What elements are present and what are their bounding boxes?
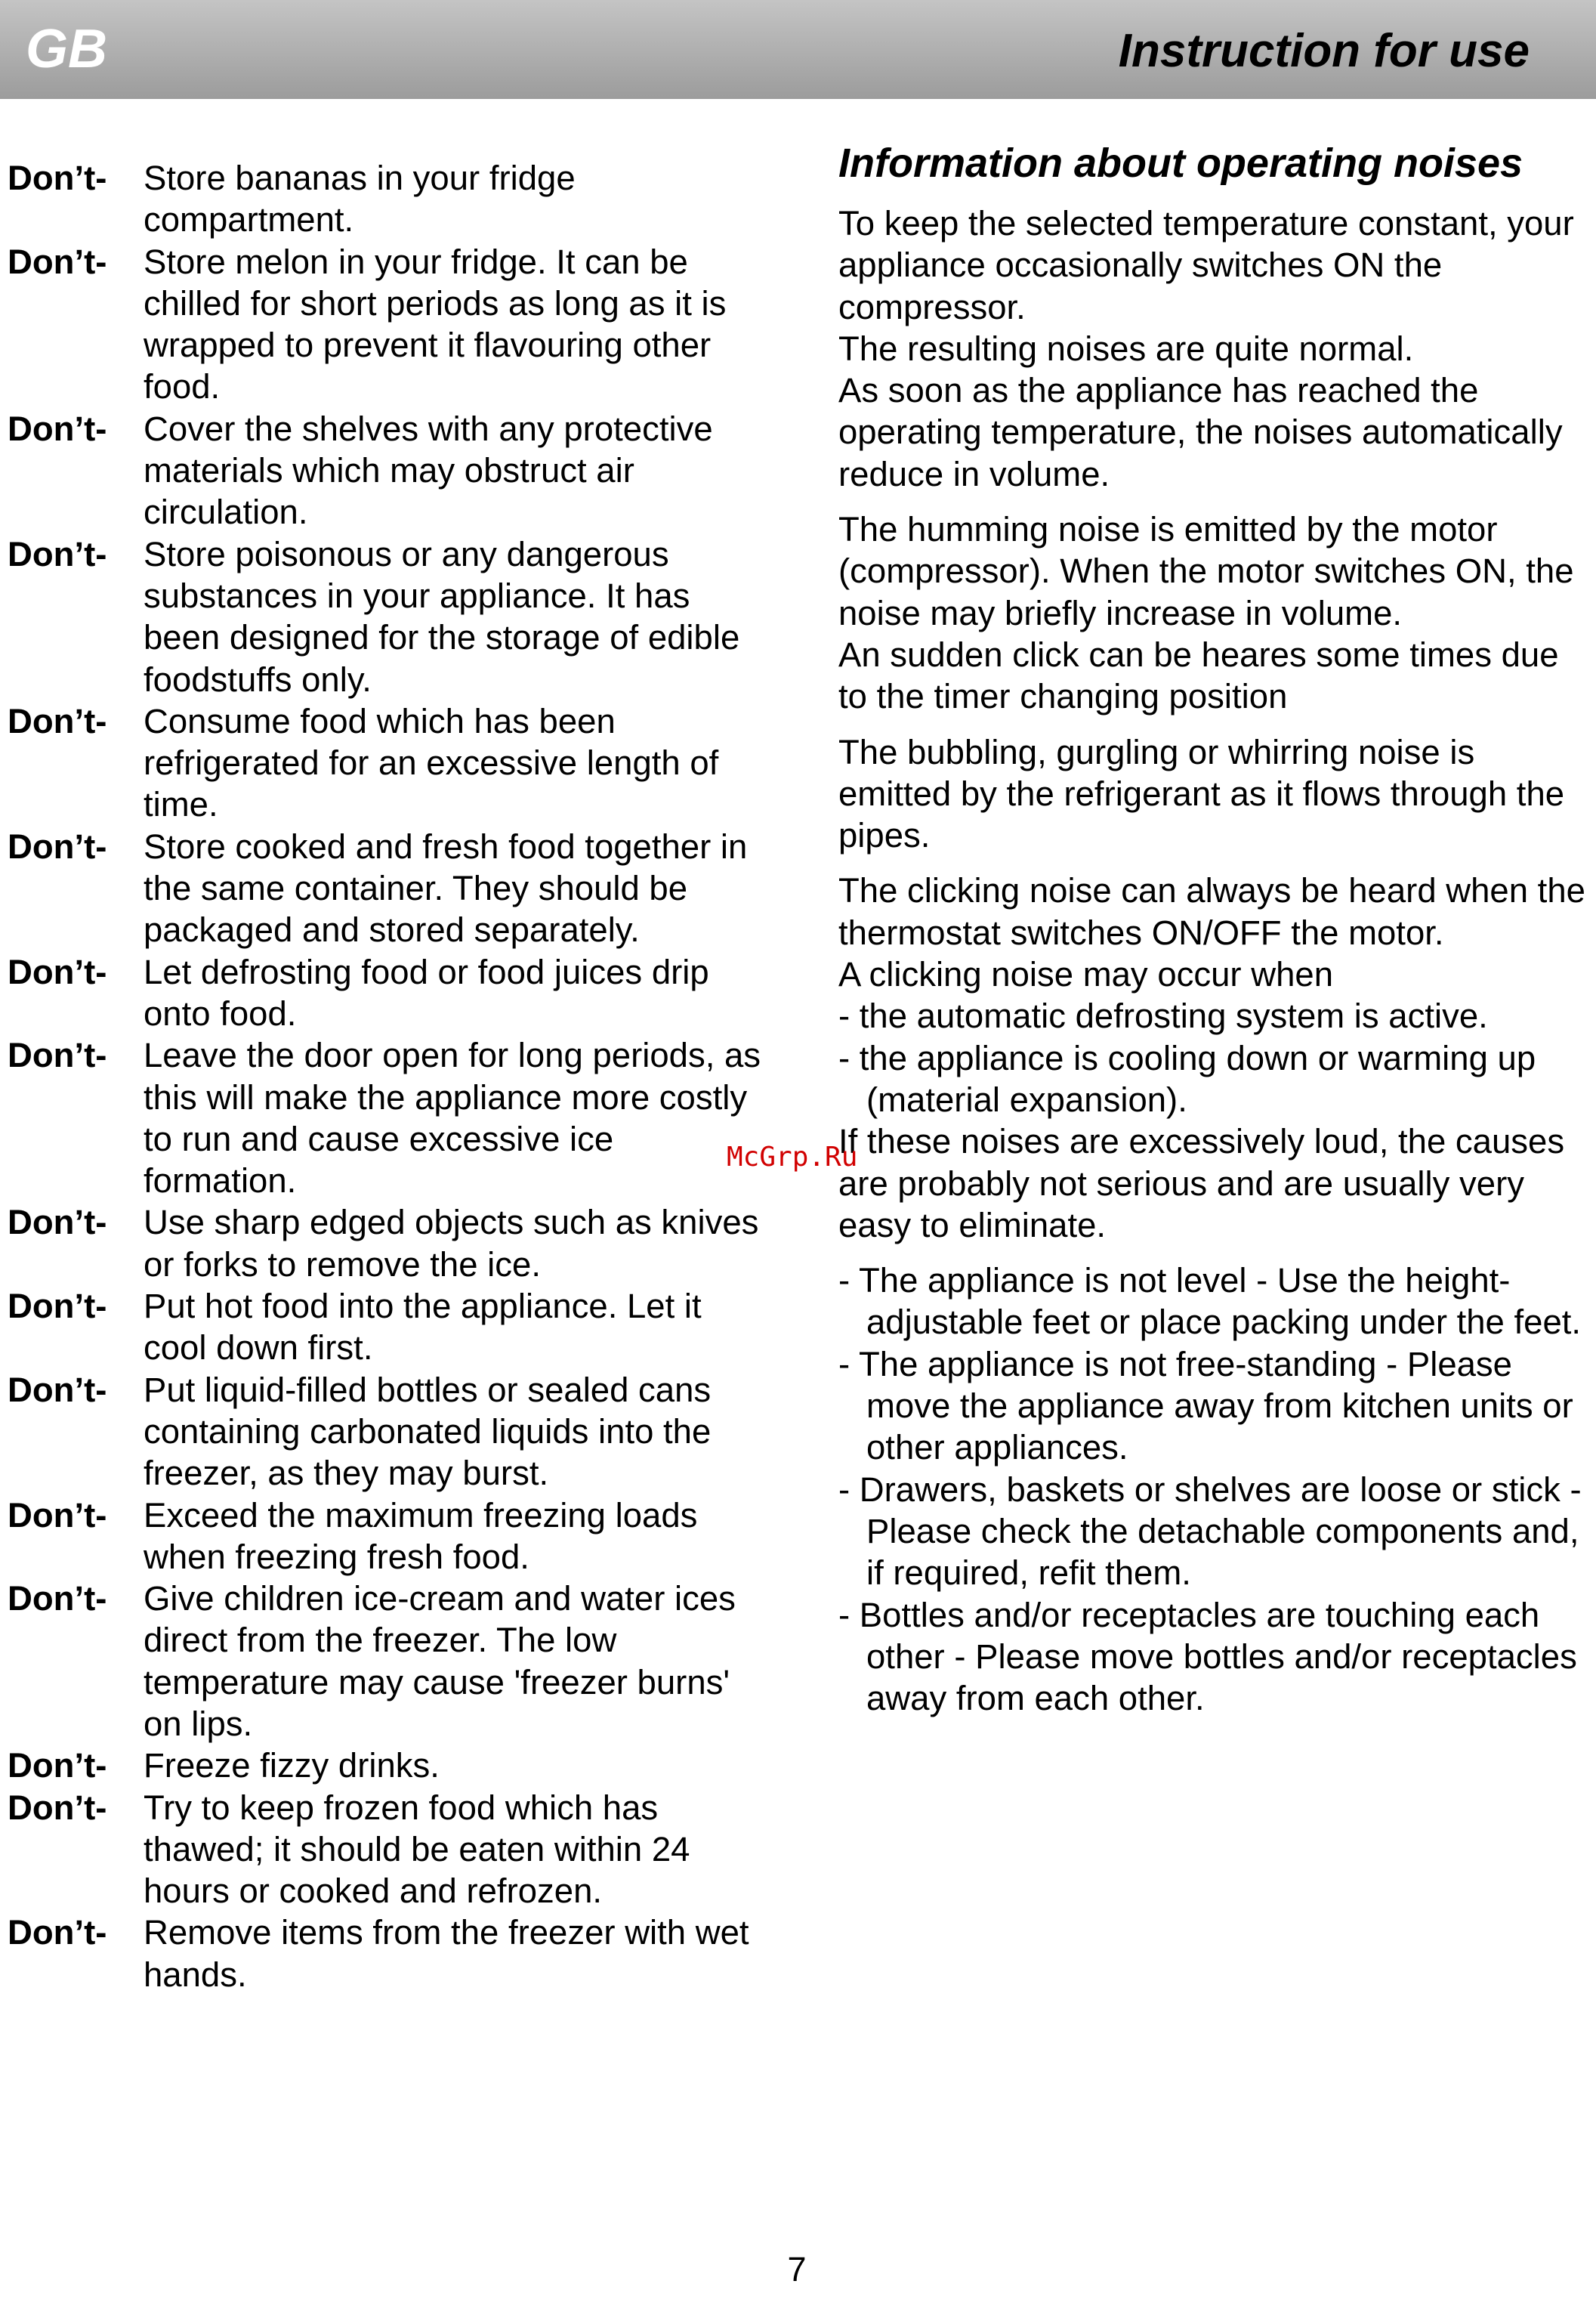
dont-text: Store cooked and fresh food together in the same container. They should be packaged and stored separately.	[144, 827, 748, 950]
dont-label: Don’t-	[8, 1370, 107, 1409]
list-item	[8, 1201, 763, 1285]
section-heading: Information about operating noises	[838, 141, 1523, 186]
dont-label: Don’t-	[8, 1579, 107, 1618]
paragraph: A clicking noise may occur when	[838, 955, 1333, 994]
list-item: - The appliance is not free-standing - Please move the appliance away from kitchen units or other appliances.	[838, 1344, 1573, 1467]
list-item	[8, 1912, 763, 1995]
page-number: 7	[787, 2250, 807, 2289]
paragraph: As soon as the appliance has reached the operating temperature, the noises automatically reduce in volume.	[838, 371, 1563, 493]
list-item: - Bottles and/or receptacles are touching each other - Please move bottles and/or receptacles away from each other.	[838, 1595, 1577, 1718]
dont-text: Use sharp edged objects such as knives or forks to remove the ice.	[144, 1203, 759, 1284]
list-item	[8, 951, 763, 1035]
paragraph: The resulting noises are quite normal.	[838, 329, 1414, 368]
dont-text: Store poisonous or any dangerous substances in your appliance. It has been designed for the storage of edible foodstuffs only.	[144, 534, 740, 699]
dont-text: Freeze fizzy drinks.	[144, 1746, 440, 1785]
dont-label: Don’t-	[8, 1036, 107, 1075]
dont-text: Cover the shelves with any protective materials which may obstruct air circulation.	[144, 409, 713, 532]
dont-text: Let defrosting food or food juices drip onto food.	[144, 952, 709, 1033]
dont-text: Store melon in your fridge. It can be chilled for short periods as long as it is wrapped to prevent it flavouring other food.	[144, 242, 727, 406]
paragraph: The clicking noise can always be heard when the thermostat switches ON/OFF the motor.	[838, 871, 1585, 952]
list-item	[8, 157, 763, 241]
list-item	[8, 533, 763, 700]
dont-text: Try to keep frozen food which has thawed; it should be eaten within 24 hours or cooked and refrozen.	[144, 1788, 690, 1911]
dont-label: Don’t-	[8, 242, 107, 281]
dont-text: Remove items from the freezer with wet hands.	[144, 1913, 749, 1994]
noises-section	[838, 138, 1594, 1719]
list-item: - the automatic defrosting system is active.	[838, 997, 1488, 1036]
dont-label: Don’t-	[8, 534, 107, 573]
dont-label: Don’t-	[8, 159, 107, 197]
dont-text: Put hot food into the appliance. Let it cool down first.	[144, 1287, 702, 1368]
page-title: Instruction for use	[1118, 25, 1530, 77]
header-bar	[0, 0, 1596, 99]
list-item	[8, 826, 763, 951]
dont-label: Don’t-	[8, 1287, 107, 1326]
dont-label: Don’t-	[8, 1203, 107, 1242]
paragraph: The humming noise is emitted by the motor (compressor). When the motor switches ON, the noise may briefly increase in volume.	[838, 510, 1574, 632]
list-item	[8, 700, 763, 826]
dont-label: Don’t-	[8, 1746, 107, 1785]
list-item	[8, 1034, 763, 1201]
dont-label: Don’t-	[8, 952, 107, 991]
dont-text: Exceed the maximum freezing loads when freezing fresh food.	[144, 1495, 698, 1576]
language-label: GB	[26, 19, 107, 79]
dont-label: Don’t-	[8, 1495, 107, 1535]
list-item	[8, 1578, 763, 1745]
list-item	[8, 1369, 763, 1494]
watermark: McGrp.Ru	[727, 1142, 858, 1173]
dont-label: Don’t-	[8, 827, 107, 866]
dont-text: Give children ice-cream and water ices direct from the freezer. The low temperature may cause 'freezer burns' on lips.	[144, 1579, 736, 1743]
dont-text: Store bananas in your fridge compartment.	[144, 159, 576, 240]
dont-text: Leave the door open for long periods, as this will make the appliance more costly to run and cause excessive ice formation.	[144, 1036, 761, 1201]
dont-label: Don’t-	[8, 1913, 107, 1952]
list-item	[8, 1494, 763, 1578]
donts-list	[8, 157, 763, 1995]
paragraph: An sudden click can be heares some times due to the timer changing position	[838, 635, 1559, 716]
paragraph: If these noises are excessively loud, the causes are probably not serious and are usually very easy to eliminate.	[838, 1122, 1565, 1244]
list-item: - Drawers, baskets or shelves are loose or stick - Please check the detachable components and, if required, refit them.	[838, 1470, 1582, 1593]
list-item	[8, 1745, 763, 1786]
list-item	[8, 1285, 763, 1369]
list-item	[8, 408, 763, 533]
list-item	[8, 1787, 763, 1912]
list-item: - the appliance is cooling down or warming up (material expansion).	[838, 1038, 1536, 1119]
dont-label: Don’t-	[8, 701, 107, 740]
paragraph: To keep the selected temperature constant, your appliance occasionally switches ON the compressor.	[838, 204, 1574, 326]
paragraph: The bubbling, gurgling or whirring noise is emitted by the refrigerant as it flows through the pipes.	[838, 732, 1565, 855]
dont-label: Don’t-	[8, 1788, 107, 1827]
list-item	[8, 241, 763, 408]
dont-label: Don’t-	[8, 409, 107, 448]
dont-text: Put liquid-filled bottles or sealed cans containing carbonated liquids into the freezer, as they may burst.	[144, 1370, 712, 1493]
dont-text: Consume food which has been refrigerated for an excessive length of time.	[144, 701, 719, 824]
list-item: - The appliance is not level - Use the height-adjustable feet or place packing under the feet.	[838, 1261, 1582, 1342]
